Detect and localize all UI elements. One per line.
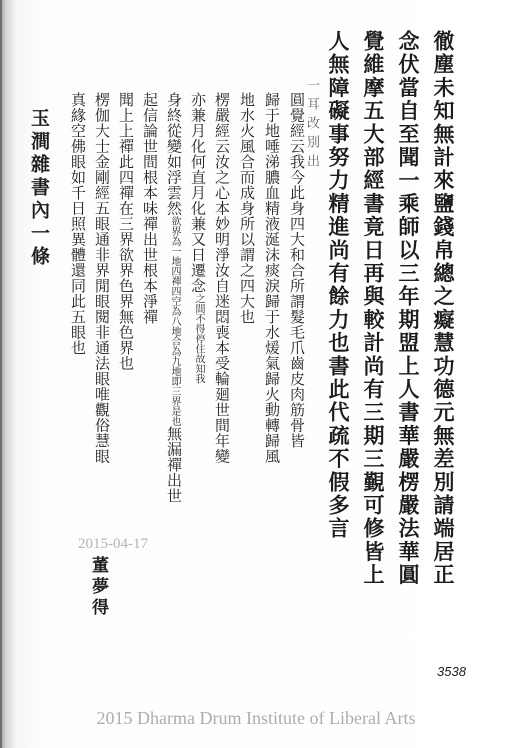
commentary-column-10: 真緣空佛眼如千日照異體還同此五眼也 (69, 92, 87, 356)
footer-watermark: 2015 Dharma Drum Institute of Liberal Arts (96, 708, 416, 728)
text-column-4: 人無障礙事努力精進尚有餘力也書此代疏不假多言 (326, 30, 351, 541)
bleed-through-label: 一耳改別出 (304, 78, 319, 173)
commentary-column-3: 地水火風合而成身所以謂之四大也 (238, 92, 256, 325)
text-column-3: 覺維摩五大部經書竟日再與較計尚有三期三覲可修皆上 (361, 30, 386, 587)
commentary-column-2: 歸于地唾涕膿血精液涎沫痰淚歸于水煖氣歸火動轉歸風 (263, 92, 281, 464)
commentary-column-6-text: 身終從變如浮雲然 (165, 92, 183, 216)
commentary-note-1: 之間不得停住故知我 (193, 293, 204, 384)
commentary-column-9: 楞伽大士金剛經五眼通非界閒眼閱非通法眼唯觀俗慧眼 (93, 92, 111, 464)
commentary-column-8: 聞上上禪此四禪在三界欲界色界無色界也 (117, 92, 135, 371)
text-column-2: 念伏當自至聞一乘師以三年期盟上人書華嚴楞嚴法華圓 (396, 30, 421, 587)
author-signature: 董夢得 (88, 556, 108, 619)
page-number: 3538 (437, 664, 466, 679)
source-colophon: 玉澗雜書內一條 (28, 108, 50, 269)
commentary-column-6-tail: 無漏禪出世 (165, 426, 183, 504)
text-column-1: 徹塵未知無計來鹽錢帛總之癡慧功德元無差別請端居正 (431, 30, 456, 587)
commentary-column-6 (164, 92, 185, 504)
commentary-column-4: 楞嚴經云汝之心本妙明淨汝自迷悶喪本受輪廻世間年變 (213, 92, 231, 464)
commentary-column-7: 起信論世間根本味禪出世根本淨禪 (141, 92, 159, 325)
commentary-column-5 (188, 92, 209, 384)
date-stamp: 2015-04-17 (78, 536, 148, 552)
book-gutter (0, 0, 2, 748)
commentary-column-1: 圓覺經云我今此身四大和合所謂髮毛爪齒皮肉筋骨皆 (288, 92, 306, 449)
commentary-column-5-text: 亦兼月化何直月化兼又日遷念 (189, 92, 207, 294)
commentary-note-2: 欲界為一地四禪四空為八地合為九地即三界是也 (169, 216, 180, 426)
